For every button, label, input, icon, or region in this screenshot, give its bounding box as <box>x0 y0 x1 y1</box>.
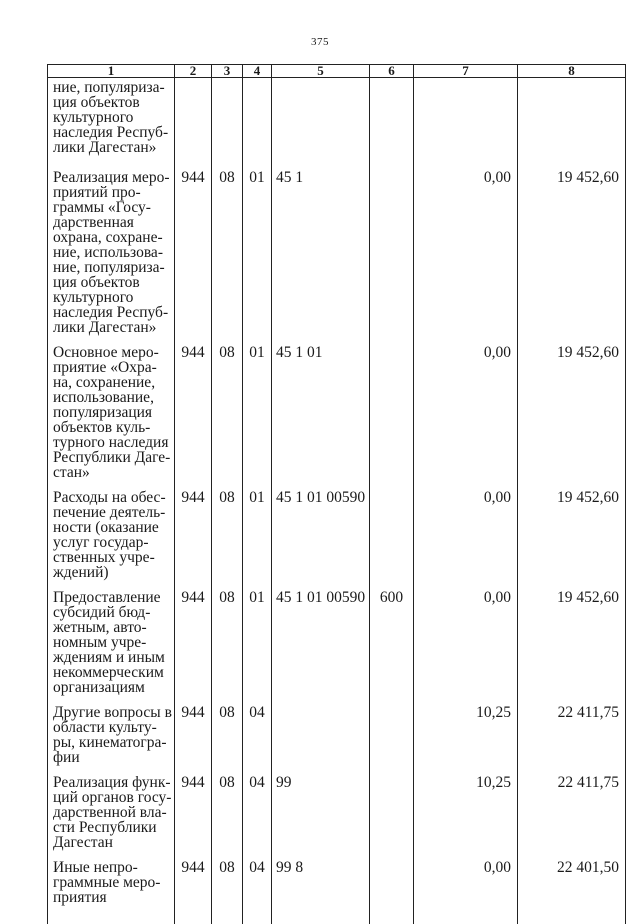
cell-target-article-value: 99 <box>276 773 292 791</box>
cell-section <box>212 335 243 480</box>
cell-target-article <box>272 765 370 850</box>
budget-table <box>47 64 626 924</box>
table-row <box>48 580 626 695</box>
header-col-2: 2 <box>175 65 212 78</box>
cell-subsection <box>243 160 272 335</box>
cell-amount-total <box>518 580 626 695</box>
cell-amount-change <box>414 78 518 160</box>
cell-amount-total-value: 19 452,60 <box>557 488 619 506</box>
cell-amount-change-value: 10,25 <box>476 773 511 791</box>
table-body <box>48 78 626 924</box>
header-col-5: 5 <box>272 65 370 78</box>
cell-expense-type <box>370 765 414 850</box>
cell-name-line: ности (оказание <box>53 518 159 536</box>
header-col-4: 4 <box>243 65 272 78</box>
cell-name-line: ние, популяриза- <box>53 79 165 96</box>
header-col-6: 6 <box>370 65 414 78</box>
cell-amount-total <box>518 480 626 580</box>
cell-amount-change-value: 0,00 <box>483 588 511 606</box>
table-row <box>48 765 626 850</box>
cell-subsection <box>243 580 272 695</box>
cell-name-line: лики Дагестан» <box>53 139 157 156</box>
cell-amount-total <box>518 160 626 335</box>
cell-name-line: ждениям и иным <box>53 648 165 666</box>
cell-amount-total-value: 19 452,60 <box>557 168 619 186</box>
cell-ministry-code-value: 944 <box>181 858 205 876</box>
header-col-3: 3 <box>212 65 243 78</box>
cell-amount-change-value: 0,00 <box>483 858 511 876</box>
cell-name <box>48 160 175 335</box>
cell-name <box>48 480 175 580</box>
cell-ministry-code-value: 944 <box>181 703 205 721</box>
header-col-1: 1 <box>48 65 175 78</box>
cell-name <box>48 78 175 160</box>
cell-ministry-code-value: 944 <box>181 588 205 606</box>
cell-subsection <box>243 78 272 160</box>
cell-section <box>212 850 243 924</box>
cell-name-line: некоммерческим <box>53 663 164 681</box>
cell-subsection <box>243 850 272 924</box>
cell-section <box>212 78 243 160</box>
cell-section <box>212 580 243 695</box>
table-row <box>48 480 626 580</box>
cell-section <box>212 765 243 850</box>
cell-target-article <box>272 695 370 765</box>
cell-section-value: 08 <box>219 588 235 606</box>
cell-expense-type <box>370 695 414 765</box>
cell-ministry-code <box>175 480 212 580</box>
cell-expense-type <box>370 850 414 924</box>
cell-name-line: объектов куль- <box>53 418 151 436</box>
cell-name-line: использование, <box>53 388 154 406</box>
cell-name-line: приятий про- <box>53 183 141 201</box>
cell-name-line: ние, популяриза- <box>53 258 165 276</box>
cell-name-line: жетным, авто- <box>53 618 147 636</box>
cell-name-line: ние, использова- <box>53 243 163 261</box>
cell-name <box>48 335 175 480</box>
cell-amount-change <box>414 850 518 924</box>
cell-subsection-value: 01 <box>249 343 265 361</box>
cell-name-line: фии <box>53 748 80 766</box>
cell-name <box>48 695 175 765</box>
cell-name-line: ция объектов <box>53 273 140 291</box>
cell-amount-change <box>414 580 518 695</box>
cell-name-line: Основное меро- <box>53 343 159 361</box>
cell-name-line: субсидий бюд- <box>53 603 151 621</box>
cell-amount-total-value: 22 411,75 <box>557 703 619 721</box>
cell-name-line: культурного <box>53 288 134 306</box>
cell-amount-change-value: 0,00 <box>483 343 511 361</box>
cell-target-article <box>272 580 370 695</box>
cell-name-line: ждений) <box>53 563 109 581</box>
cell-ministry-code-value: 944 <box>181 488 205 506</box>
cell-ministry-code <box>175 850 212 924</box>
cell-section-value: 08 <box>219 343 235 361</box>
cell-subsection-value: 01 <box>249 588 265 606</box>
table-row <box>48 160 626 335</box>
cell-section-value: 08 <box>219 703 235 721</box>
cell-section <box>212 160 243 335</box>
cell-subsection-value: 04 <box>249 858 265 876</box>
cell-name-line: Дагестан <box>53 833 113 851</box>
cell-name-line: дарственная <box>53 213 134 231</box>
cell-name-line: граммные меро- <box>53 873 161 891</box>
cell-ministry-code <box>175 695 212 765</box>
cell-target-article-value: 45 1 01 00590 <box>276 588 366 606</box>
cell-expense-type <box>370 580 414 695</box>
cell-ministry-code <box>175 765 212 850</box>
cell-name-line: культурного <box>53 109 134 126</box>
cell-name-line: Реализация меро- <box>53 168 170 186</box>
cell-amount-total-value: 22 401,50 <box>557 858 619 876</box>
cell-name <box>48 765 175 850</box>
cell-section-value: 08 <box>219 773 235 791</box>
table-row <box>48 335 626 480</box>
cell-name-line: Иные непро- <box>53 858 138 876</box>
cell-name-line: сти Республики <box>53 818 157 836</box>
cell-name-line: ций органов госу- <box>53 788 172 806</box>
cell-ministry-code-value: 944 <box>181 343 205 361</box>
cell-name-line: стан» <box>53 463 90 481</box>
cell-subsection <box>243 480 272 580</box>
cell-subsection <box>243 335 272 480</box>
cell-name-line: приятие «Охра- <box>53 358 157 376</box>
cell-name-line: ственных учре- <box>53 548 155 566</box>
cell-ministry-code <box>175 335 212 480</box>
cell-name-line: Реализация функ- <box>53 773 171 791</box>
cell-name-line: на, сохранение, <box>53 373 156 391</box>
cell-amount-total <box>518 850 626 924</box>
cell-target-article <box>272 160 370 335</box>
cell-ministry-code-value: 944 <box>181 773 205 791</box>
cell-expense-type-value: 600 <box>379 588 404 606</box>
cell-name-line: дарственной вла- <box>53 803 167 821</box>
cell-section-value: 08 <box>219 488 235 506</box>
cell-section-value: 08 <box>219 858 235 876</box>
cell-name-line: приятия <box>53 888 107 906</box>
cell-expense-type <box>370 160 414 335</box>
cell-section <box>212 695 243 765</box>
table-header-row <box>48 65 626 78</box>
cell-name-line: Другие вопросы в <box>53 703 172 721</box>
cell-subsection-value: 01 <box>249 168 265 186</box>
cell-name-line: области культу- <box>53 718 157 736</box>
cell-expense-type <box>370 335 414 480</box>
table-row <box>48 78 626 160</box>
cell-amount-change <box>414 765 518 850</box>
cell-target-article-value: 99 8 <box>276 858 304 876</box>
cell-amount-change <box>414 160 518 335</box>
cell-amount-total-value: 19 452,60 <box>557 588 619 606</box>
cell-subsection <box>243 765 272 850</box>
cell-name-line: ры, кинематогра- <box>53 733 167 751</box>
cell-expense-type <box>370 78 414 160</box>
cell-subsection-value: 04 <box>249 773 265 791</box>
cell-target-article-value: 45 1 01 <box>276 343 323 361</box>
cell-target-article-value: 45 1 01 00590 <box>276 488 366 506</box>
cell-name-line: Расходы на обес- <box>53 488 166 506</box>
cell-name-line: Предоставление <box>53 588 161 606</box>
cell-amount-change-value: 0,00 <box>483 488 511 506</box>
cell-target-article <box>272 480 370 580</box>
cell-name <box>48 850 175 924</box>
cell-name-line: ция объектов <box>53 94 140 111</box>
cell-name <box>48 580 175 695</box>
cell-name-line: номным учре- <box>53 633 147 651</box>
cell-amount-total <box>518 695 626 765</box>
cell-name-line: Республики Даге- <box>53 448 171 466</box>
cell-name-line: лики Дагестан» <box>53 318 157 336</box>
cell-name-line: печение деятель- <box>53 503 166 521</box>
cell-name-line: наследия Респуб- <box>53 124 169 141</box>
cell-ministry-code <box>175 160 212 335</box>
cell-amount-change <box>414 335 518 480</box>
header-col-7: 7 <box>414 65 518 78</box>
cell-amount-change <box>414 480 518 580</box>
cell-subsection <box>243 695 272 765</box>
cell-name-line: граммы «Госу- <box>53 198 151 216</box>
cell-ministry-code <box>175 78 212 160</box>
cell-name-line: популяризация <box>53 403 153 421</box>
cell-target-article <box>272 335 370 480</box>
cell-name-line: турного наследия <box>53 433 169 451</box>
cell-name-line: услуг государ- <box>53 533 149 551</box>
cell-amount-total-value: 19 452,60 <box>557 343 619 361</box>
cell-amount-total <box>518 765 626 850</box>
cell-amount-total <box>518 78 626 160</box>
cell-amount-change <box>414 695 518 765</box>
cell-amount-change-value: 0,00 <box>483 168 511 186</box>
cell-name-line: охрана, сохране- <box>53 228 163 246</box>
cell-ministry-code <box>175 580 212 695</box>
cell-amount-change-value: 10,25 <box>476 703 511 721</box>
cell-subsection-value: 04 <box>249 703 265 721</box>
cell-expense-type <box>370 480 414 580</box>
cell-name-line: организациям <box>53 678 145 696</box>
cell-name-line: наследия Респуб- <box>53 303 169 321</box>
header-col-8: 8 <box>518 65 626 78</box>
cell-ministry-code-value: 944 <box>181 168 205 186</box>
cell-target-article <box>272 78 370 160</box>
cell-amount-total-value: 22 411,75 <box>557 773 619 791</box>
page-number: 375 <box>311 36 329 48</box>
cell-subsection-value: 01 <box>249 488 265 506</box>
table-row <box>48 850 626 924</box>
cell-target-article <box>272 850 370 924</box>
cell-amount-total <box>518 335 626 480</box>
cell-target-article-value: 45 1 <box>276 168 304 186</box>
cell-section <box>212 480 243 580</box>
cell-section-value: 08 <box>219 168 235 186</box>
table-row <box>48 695 626 765</box>
